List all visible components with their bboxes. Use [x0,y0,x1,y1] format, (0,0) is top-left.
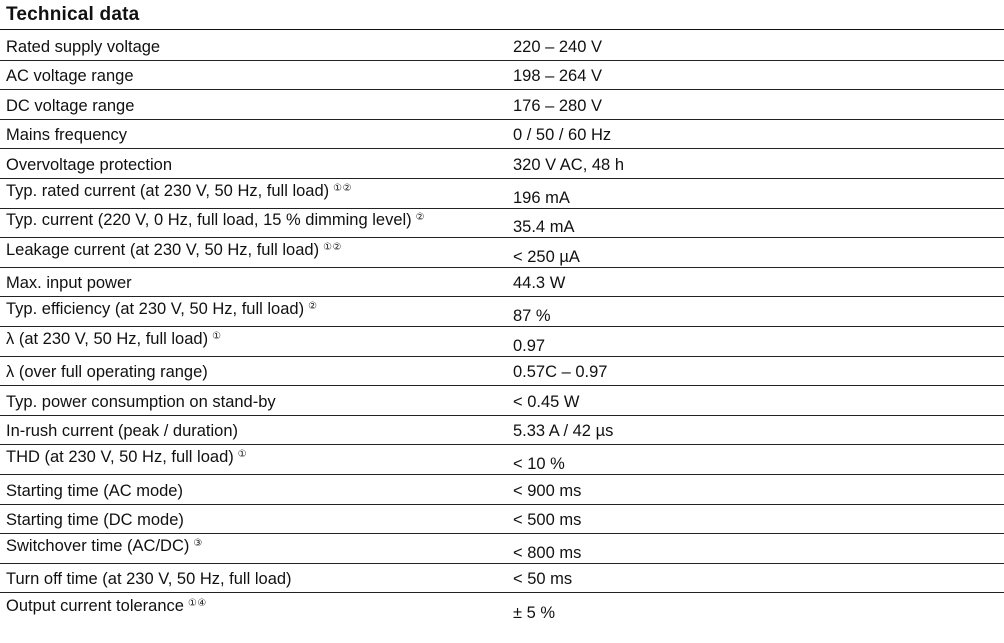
row-value: 220 – 240 V [513,37,602,56]
row-label [6,445,247,467]
table-row [0,61,1004,91]
table-row [0,297,1004,327]
table-row [0,416,1004,446]
row-label-text: Max. input power [6,274,132,293]
row-label-text: Rated supply voltage [6,37,161,56]
row-value: < 500 ms [513,511,582,530]
row-value: < 250 µA [513,247,580,266]
table-row [0,475,1004,505]
row-label [6,594,207,616]
row-value: < 900 ms [513,481,582,500]
row-label [6,273,132,293]
row-label-text: Overvoltage protection [6,155,173,174]
row-label-text: Typ. current (220 V, 0 Hz, full load, 15 % dimming level) [6,211,412,230]
row-label [6,96,134,116]
footnote-marker: ①② [333,182,353,194]
footnote-marker: ② [415,212,426,224]
row-label-text: Starting time (DC mode) [6,511,184,530]
row-label-text: Leakage current (at 230 V, 50 Hz, full load) [6,240,320,259]
row-label-text: λ (over full operating range) [6,363,208,382]
row-label-text: Output current tolerance [6,596,184,615]
table-row [0,90,1004,120]
row-label [6,125,127,145]
section-title: Technical data [6,4,140,25]
title-divider [0,29,1004,30]
row-label [6,37,160,57]
row-label [6,238,342,260]
row-label [6,179,352,201]
row-value: < 800 ms [513,543,582,562]
row-label-text: Starting time (AC mode) [6,481,183,500]
row-label-text: DC voltage range [6,96,135,115]
table-row [0,534,1004,564]
row-value: 196 mA [513,188,570,207]
row-value: 320 V AC, 48 h [513,155,624,174]
row-label [6,510,184,530]
row-value: < 10 % [513,454,565,473]
table-row [0,268,1004,298]
row-value: < 50 ms [513,570,573,589]
table-row [0,238,1004,268]
table-row [0,149,1004,179]
row-label [6,392,276,412]
row-label-text: Typ. power consumption on stand-by [6,392,276,411]
table-row [0,120,1004,150]
row-value: 0.97 [513,336,546,355]
row-value: < 0.45 W [513,392,580,411]
row-label-text: Turn off time (at 230 V, 50 Hz, full load) [6,570,292,589]
row-label [6,534,203,556]
footnote-marker: ①② [323,241,343,253]
row-label-text: In-rush current (peak / duration) [6,422,239,441]
table-row [0,564,1004,594]
row-label-text: THD (at 230 V, 50 Hz, full load) [6,447,234,466]
table-row [0,593,1004,623]
row-value: ± 5 % [513,603,556,622]
technical-data-table [0,31,1004,623]
row-label-text: Mains frequency [6,126,128,145]
table-row [0,31,1004,61]
row-label [6,155,172,175]
row-label [6,569,292,589]
row-label-text: λ (at 230 V, 50 Hz, full load) [6,329,209,348]
row-label [6,362,208,382]
row-value: 176 – 280 V [513,96,602,115]
row-label-text: Typ. rated current (at 230 V, 50 Hz, full load) [6,181,330,200]
row-value: 44.3 W [513,274,566,293]
row-label [6,327,222,349]
row-label [6,66,134,86]
footnote-marker: ② [308,300,318,312]
row-value: 5.33 A / 42 µs [513,422,614,441]
row-value: 0 / 50 / 60 Hz [513,126,612,145]
row-label [6,297,318,319]
table-row [0,209,1004,239]
row-value: 198 – 264 V [513,67,602,86]
footnote-marker: ③ [193,537,203,549]
row-label-text: AC voltage range [6,67,134,86]
row-label [6,481,183,501]
table-row [0,179,1004,209]
row-value: 87 % [513,306,551,325]
row-label [6,208,425,230]
table-row [0,445,1004,475]
table-row [0,327,1004,357]
footnote-marker: ① [237,448,248,460]
table-row [0,357,1004,387]
table-row [0,505,1004,535]
footnote-marker: ① [212,330,222,342]
footnote-marker: ①④ [187,597,207,609]
row-label [6,421,238,441]
row-value: 35.4 mA [513,218,575,237]
row-value: 0.57C – 0.97 [513,363,608,382]
table-row [0,386,1004,416]
row-label-text: Switchover time (AC/DC) [6,536,190,555]
row-label-text: Typ. efficiency (at 230 V, 50 Hz, full load) [6,299,305,318]
